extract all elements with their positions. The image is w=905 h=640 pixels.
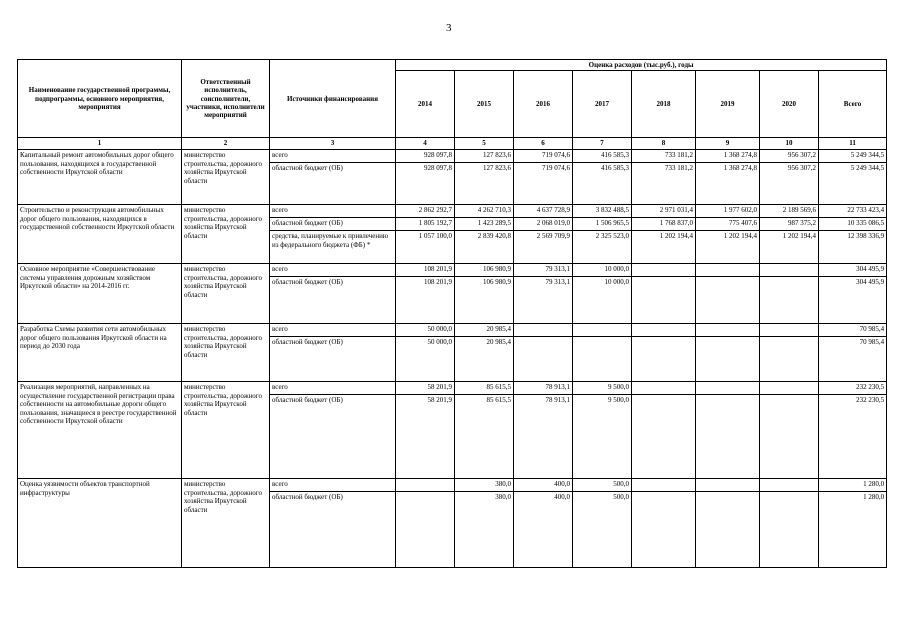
expense-value: 1 506 965,5 (573, 218, 632, 231)
expense-value (760, 277, 819, 324)
expense-value: 416 585,3 (573, 163, 632, 205)
expense-value: 1 805 192,7 (396, 218, 455, 231)
expense-value: 9 500,0 (573, 382, 632, 395)
expense-value: 2 839 420,8 (455, 231, 514, 264)
expense-value: 2 189 569,6 (760, 205, 819, 218)
expense-value: 380,0 (455, 492, 514, 568)
header-year: 2016 (514, 71, 573, 138)
expense-value (632, 277, 696, 324)
expense-value: 500,0 (573, 479, 632, 492)
expense-value: 2 569 709,9 (514, 231, 573, 264)
activity-name: Оценка уязвимости объектов транспортной инфраструктуры (18, 479, 182, 568)
expense-value (696, 395, 760, 479)
funding-source: областной бюджет (ОБ) (270, 218, 396, 231)
expense-value: 78 913,1 (514, 395, 573, 479)
table-row (18, 205, 887, 218)
expense-value: 58 201,9 (396, 382, 455, 395)
header-group: Оценка расходов (тыс.руб.), годы (396, 60, 887, 71)
column-number: 10 (760, 138, 819, 150)
expense-value: 2 971 031,4 (632, 205, 696, 218)
expense-value: 50 000,0 (396, 337, 455, 382)
expense-value: 79 313,1 (514, 264, 573, 277)
expense-value: 2 325 523,0 (573, 231, 632, 264)
funding-source: областной бюджет (ОБ) (270, 492, 396, 568)
header-responsible: Ответственный исполнитель, соисполнители, участники, исполнители мероприятий (182, 60, 270, 138)
expense-value (760, 264, 819, 277)
expense-value (573, 337, 632, 382)
expense-value: 400,0 (514, 479, 573, 492)
column-number: 7 (573, 138, 632, 150)
expense-value (696, 324, 760, 337)
header-year: 2018 (632, 71, 696, 138)
responsible-executor: министерство строительства, дорожного хозяйства Иркутской области (182, 324, 270, 382)
expense-value (760, 492, 819, 568)
column-number: 4 (396, 138, 455, 150)
responsible-executor: министерство строительства, дорожного хозяйства Иркутской области (182, 150, 270, 205)
expense-table (17, 59, 887, 568)
header-year: 2014 (396, 71, 455, 138)
expense-value (760, 395, 819, 479)
expense-value: 987 375,2 (760, 218, 819, 231)
funding-source: средства, планируемые к привлечению из федерального бюджета (ФБ) * (270, 231, 396, 264)
expense-value: 108 201,9 (396, 264, 455, 277)
expense-value: 108 201,9 (396, 277, 455, 324)
expense-value: 1 368 274,8 (696, 150, 760, 163)
expense-value: 50 000,0 (396, 324, 455, 337)
responsible-executor: министерство строительства, дорожного хозяйства Иркутской области (182, 479, 270, 568)
header-year: 2017 (573, 71, 632, 138)
expense-value: 79 313,1 (514, 277, 573, 324)
funding-source: областной бюджет (ОБ) (270, 277, 396, 324)
expense-value: 1 977 602,0 (696, 205, 760, 218)
column-number: 3 (270, 138, 396, 150)
expense-value (760, 324, 819, 337)
funding-source: всего (270, 264, 396, 277)
expense-value: 928 097,8 (396, 150, 455, 163)
header-year: Всего (819, 71, 887, 138)
column-number: 1 (18, 138, 182, 150)
expense-value (696, 492, 760, 568)
header-year: 2020 (760, 71, 819, 138)
expense-value: 956 307,2 (760, 163, 819, 205)
expense-value: 58 201,9 (396, 395, 455, 479)
expense-value: 1 368 274,8 (696, 163, 760, 205)
expense-value: 956 307,2 (760, 150, 819, 163)
expense-value (396, 479, 455, 492)
expense-value: 719 074,6 (514, 163, 573, 205)
funding-source: областной бюджет (ОБ) (270, 163, 396, 205)
expense-value (632, 264, 696, 277)
expense-value (573, 324, 632, 337)
expense-value: 1 202 194,4 (760, 231, 819, 264)
expense-value: 127 823,6 (455, 150, 514, 163)
expense-value: 1 280,0 (819, 479, 887, 492)
table-row (18, 150, 887, 163)
expense-value: 5 249 344,5 (819, 163, 887, 205)
expense-value: 928 097,8 (396, 163, 455, 205)
responsible-executor: министерство строительства, дорожного хозяйства Иркутской области (182, 205, 270, 264)
expense-value: 127 823,6 (455, 163, 514, 205)
expense-value: 10 335 086,5 (819, 218, 887, 231)
header-year: 2019 (696, 71, 760, 138)
column-number: 11 (819, 138, 887, 150)
expense-value: 5 249 344,5 (819, 150, 887, 163)
expense-value: 70 985,4 (819, 324, 887, 337)
expense-value (696, 382, 760, 395)
expense-value (396, 492, 455, 568)
expense-value: 304 495,9 (819, 264, 887, 277)
responsible-executor: министерство строительства, дорожного хозяйства Иркутской области (182, 264, 270, 324)
expense-value (696, 337, 760, 382)
expense-value (760, 337, 819, 382)
expense-value (514, 337, 573, 382)
expense-value (696, 479, 760, 492)
table-row (18, 324, 887, 337)
expense-value: 733 181,2 (632, 150, 696, 163)
column-numbers-row (18, 138, 887, 150)
expense-value: 12 398 336,9 (819, 231, 887, 264)
expense-value: 78 913,1 (514, 382, 573, 395)
expense-value: 232 230,5 (819, 382, 887, 395)
expense-value (514, 324, 573, 337)
expense-value (696, 264, 760, 277)
expense-value (632, 324, 696, 337)
expense-value: 3 832 488,5 (573, 205, 632, 218)
expense-value: 4 637 728,9 (514, 205, 573, 218)
column-number: 6 (514, 138, 573, 150)
expense-value: 106 980,9 (455, 264, 514, 277)
expense-value: 20 985,4 (455, 324, 514, 337)
expense-value (632, 337, 696, 382)
expense-value: 22 733 423,4 (819, 205, 887, 218)
funding-source: областной бюджет (ОБ) (270, 337, 396, 382)
column-number: 9 (696, 138, 760, 150)
expense-value: 85 615,5 (455, 382, 514, 395)
expense-value: 106 980,9 (455, 277, 514, 324)
activity-name: Основное мероприятие «Совершенствование системы управления дорожным хозяйством Иркутской области» на 2014-2016 гг. (18, 264, 182, 324)
table-row (18, 264, 887, 277)
table-row (18, 382, 887, 395)
funding-source: всего (270, 324, 396, 337)
funding-source: всего (270, 479, 396, 492)
expense-value: 500,0 (573, 492, 632, 568)
table-row (18, 479, 887, 492)
expense-value: 2 862 292,7 (396, 205, 455, 218)
expense-value: 20 985,4 (455, 337, 514, 382)
funding-source: всего (270, 382, 396, 395)
expense-value: 10 000,0 (573, 277, 632, 324)
expense-value (632, 492, 696, 568)
expense-value (696, 277, 760, 324)
column-number: 5 (455, 138, 514, 150)
expense-value: 1 057 100,0 (396, 231, 455, 264)
expense-value (632, 382, 696, 395)
expense-value (760, 382, 819, 395)
expense-value: 1 423 289,5 (455, 218, 514, 231)
expense-value: 416 585,3 (573, 150, 632, 163)
activity-name: Строительство и реконструкция автомобильных дорог общего пользования, находящихся в государственной собственности Иркутской области (18, 205, 182, 264)
funding-source: всего (270, 205, 396, 218)
expense-value: 1 202 194,4 (696, 231, 760, 264)
expense-value: 2 068 019,0 (514, 218, 573, 231)
header-year: 2015 (455, 71, 514, 138)
expense-value: 719 074,6 (514, 150, 573, 163)
expense-value: 1 768 837,0 (632, 218, 696, 231)
header-sources: Источники финансирования (270, 60, 396, 138)
expense-value: 4 262 710,3 (455, 205, 514, 218)
expense-value (760, 479, 819, 492)
header-name: Наименование государственной программы, подпрограммы, основного мероприятия, мероприятия (18, 60, 182, 138)
page-number: 3 (446, 22, 452, 34)
expense-value: 9 500,0 (573, 395, 632, 479)
column-number: 2 (182, 138, 270, 150)
expense-value (632, 395, 696, 479)
activity-name: Разработка Схемы развития сети автомобильных дорог общего пользования Иркутской области на период до 2030 года (18, 324, 182, 382)
expense-value: 85 615,5 (455, 395, 514, 479)
expense-value: 380,0 (455, 479, 514, 492)
expense-value: 70 985,4 (819, 337, 887, 382)
activity-name: Реализация мероприятий, направленных на осуществление государственной регистрации права собственности на автомобильные дороги общего пользования, значащиеся в реестре государственной собственности Иркутской области (18, 382, 182, 479)
expense-value: 304 495,9 (819, 277, 887, 324)
activity-name: Капитальный ремонт автомобильных дорог общего пользования, находящихся в государственной собственности Иркутской области (18, 150, 182, 205)
expense-value (632, 479, 696, 492)
expense-value: 733 181,2 (632, 163, 696, 205)
expense-value: 775 407,6 (696, 218, 760, 231)
table-body (18, 150, 887, 568)
funding-source: областной бюджет (ОБ) (270, 395, 396, 479)
expense-value: 1 280,0 (819, 492, 887, 568)
expense-value: 232 230,5 (819, 395, 887, 479)
expense-value: 10 000,0 (573, 264, 632, 277)
expense-value: 1 202 194,4 (632, 231, 696, 264)
expense-value: 400,0 (514, 492, 573, 568)
column-number: 8 (632, 138, 696, 150)
responsible-executor: министерство строительства, дорожного хозяйства Иркутской области (182, 382, 270, 479)
table-header (18, 60, 887, 150)
funding-source: всего (270, 150, 396, 163)
